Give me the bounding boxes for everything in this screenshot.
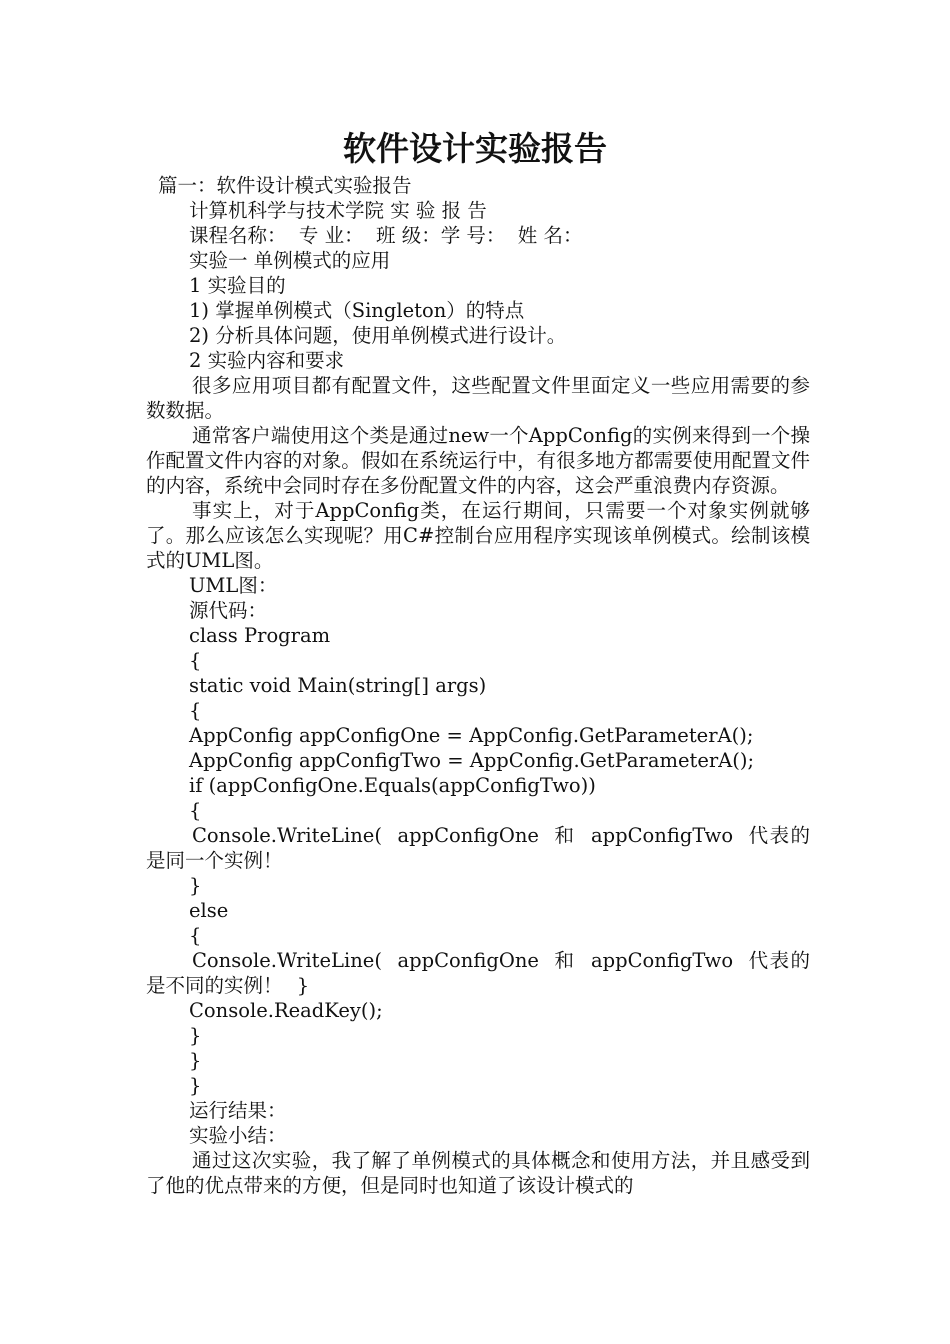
code-line: }: [189, 1074, 202, 1097]
code-line: else: [189, 899, 229, 922]
summary-label: 实验小结：: [189, 1124, 287, 1147]
section-heading: 篇一：软件设计模式实验报告: [158, 174, 412, 197]
paragraph-config-files: 很多应用项目都有配置文件，这些配置文件里面定义一些应用需要的参数数据。: [146, 374, 810, 422]
code-line: {: [189, 649, 202, 672]
code-line: {: [189, 924, 202, 947]
purpose-item-2: 2) 分析具体问题，使用单例模式进行设计。: [189, 324, 567, 347]
experiment-title: 实验一 单例模式的应用: [189, 249, 391, 272]
code-line: }: [189, 1049, 202, 1072]
code-line: }: [189, 1024, 202, 1047]
summary-paragraph: 通过这次实验，我了解了单例模式的具体概念和使用方法，并且感受到了他的优点带来的方便，但是同时也知道了该设计模式的: [146, 1149, 810, 1197]
code-line: {: [189, 799, 202, 822]
code-line: if (appConfigOne.Equals(appConfigTwo)): [189, 774, 596, 797]
code-line: Console.WriteLine( appConfigOne 和 appConfigTwo 代表的是同一个实例！: [146, 824, 810, 872]
school-line: 计算机科学与技术学院 实 验 报 告: [189, 199, 487, 222]
code-line: static void Main(string[] args): [189, 674, 487, 697]
paragraph-singleton-need: 事实上，对于AppConfig类，在运行期间，只需要一个对象实例就够了。那么应该怎么实现呢？用C#控制台应用程序实现该单例模式。绘制该模式的UML图。: [146, 499, 810, 572]
code-line: Console.ReadKey();: [189, 999, 383, 1022]
code-line: AppConfig appConfigOne = AppConfig.GetParameterA();: [189, 724, 754, 747]
paragraph-client-usage: 通常客户端使用这个类是通过new一个AppConfig的实例来得到一个操作配置文件内容的对象。假如在系统运行中，有很多地方都需要使用配置文件的内容，系统中会同时存在多份配置文件的内容，这会严重浪费内存资源。: [146, 424, 810, 497]
code-line: class Program: [189, 624, 331, 647]
document-title: 软件设计实验报告: [343, 129, 607, 168]
run-result-label: 运行结果：: [189, 1099, 287, 1122]
document-body: [146, 173, 810, 1198]
purpose-heading: 1 实验目的: [189, 274, 286, 297]
code-line: }: [189, 874, 202, 897]
code-line: AppConfig appConfigTwo = AppConfig.GetParameterA();: [189, 749, 755, 772]
content-heading: 2 实验内容和要求: [189, 349, 345, 372]
code-line: {: [189, 699, 202, 722]
source-code-block: [146, 623, 810, 1098]
uml-label: UML图：: [189, 574, 278, 597]
code-line: Console.WriteLine( appConfigOne 和 appConfigTwo 代表的是不同的实例！ }: [146, 949, 810, 997]
course-info-line: 课程名称： 专 业： 班 级：学 号： 姓 名：: [189, 224, 583, 247]
source-code-label: 源代码：: [189, 599, 268, 622]
purpose-item-1: 1) 掌握单例模式（Singleton）的特点: [189, 299, 525, 322]
